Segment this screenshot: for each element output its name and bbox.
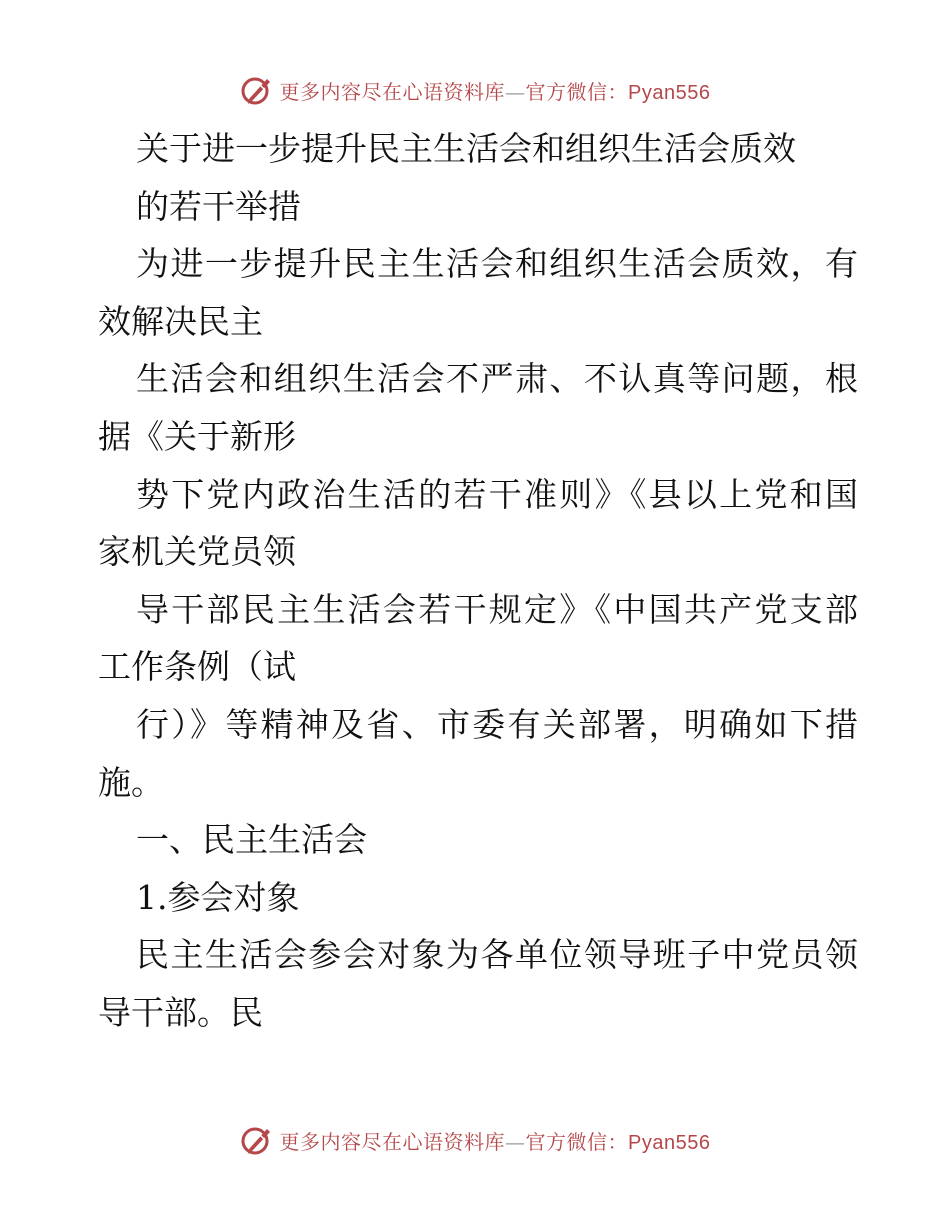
quill-pen-logo-icon	[240, 1123, 274, 1157]
watermark-text	[280, 76, 711, 105]
watermark-separator: —	[505, 79, 526, 104]
quill-pen-logo-icon	[240, 73, 274, 107]
document-line: 家机关党员领	[98, 532, 296, 572]
watermark-brand: 更多内容尽在心语资料库	[279, 1129, 506, 1154]
document-line: 的若干举措	[136, 186, 301, 226]
document-line: 施。	[98, 762, 164, 802]
document-line: 关于进一步提升民主生活会和组织生活会质效	[136, 129, 796, 168]
document-line: 一、民主生活会	[136, 820, 367, 860]
document-line: 导干部。民	[98, 992, 263, 1032]
watermark-wechat-id: Pyan556	[628, 1131, 711, 1154]
document-line: 工作条例（试	[98, 647, 296, 687]
document-body	[98, 120, 858, 1042]
watermark-separator: —	[505, 1129, 526, 1154]
document-line: 行）》等精神及省、市委有关部署，明确如下措	[136, 704, 858, 744]
document-line: 导干部民主生活会若干规定》《中国共产党支部	[136, 589, 858, 629]
document-line: 势下党内政治生活的若干准则》《县以上党和国	[136, 474, 858, 514]
document-line: 效解决民主	[98, 301, 263, 341]
document-line: 据《关于新形	[98, 416, 296, 456]
watermark-wechat-label: 官方微信：	[525, 79, 629, 104]
footer-watermark	[0, 1120, 950, 1160]
watermark-wechat-id: Pyan556	[628, 81, 711, 104]
header-watermark	[0, 70, 950, 110]
document-line: 为进一步提升民主生活会和组织生活会质效，有	[136, 244, 858, 284]
document-line: 1.参会对象	[136, 877, 300, 917]
document-line: 民主生活会参会对象为各单位领导班子中党员领	[136, 935, 858, 975]
document-line: 生活会和组织生活会不严肃、不认真等问题，根	[136, 359, 858, 399]
watermark-wechat-label: 官方微信：	[525, 1129, 629, 1154]
watermark-text	[280, 1126, 711, 1155]
watermark-brand: 更多内容尽在心语资料库	[279, 79, 506, 104]
